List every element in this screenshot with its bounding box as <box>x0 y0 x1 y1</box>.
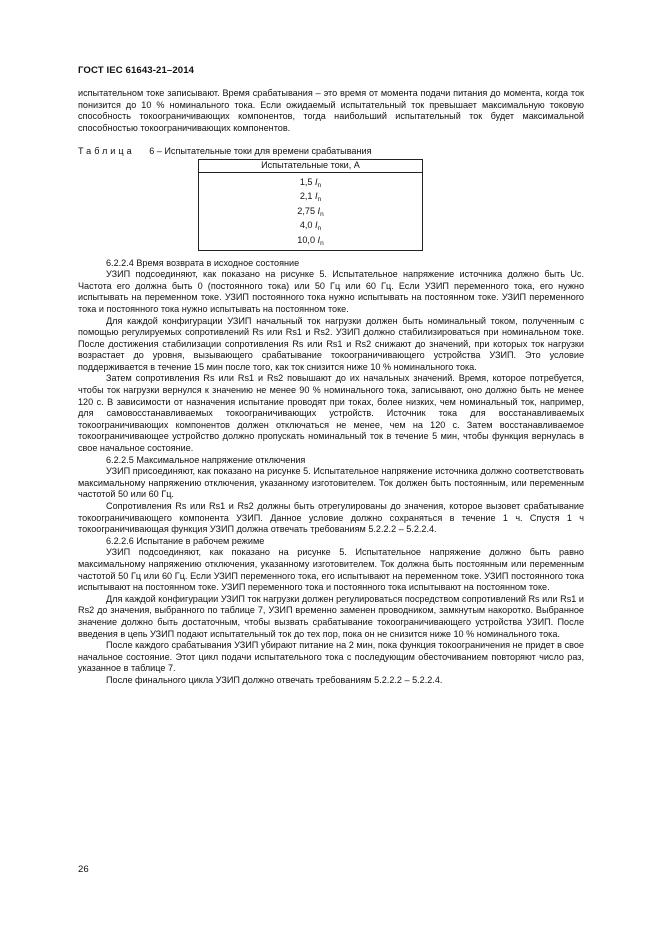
intro-paragraph: испытательном токе записывают. Время срабатывания – это время от момента подачи питания до момента, когда ток понизится до 10 % номинального тока. Если ожидаемый испытательный ток превышает максимальную токовую способность токоограничивающих компонентов, тогда наибольший испытательный ток будет максимальной способностью токоограничивающих компонентов. <box>78 88 584 133</box>
table-cell: 10,0 $I_n$ <box>199 235 423 250</box>
paragraph: После финального цикла УЗИП должно отвечать требованиям 5.2.2.2 – 5.2.2.4. <box>106 674 443 685</box>
table-header-cell: Испытательные токи, А <box>199 159 423 172</box>
table-6-caption <box>78 146 584 158</box>
document-header: ГОСТ IEC 61643-21–2014 <box>78 65 195 76</box>
paragraph: Затем сопротивления Rs или Rs1 и Rs2 повышают до их начальных значений. Время, которое потребуется, чтобы ток нагрузки вернулся к значению не менее 90 % номинального тока, записывают, оно должно быть не менее 120 с. В зависимости от назначения испытание проводят при токах, более низких, чем номинальный ток, например, для самовосстанавливаемых токоограничивающих устройств. Источник тока для восстанавливаемых токоограничивающих компонентов должен отключаться не менее, чем на 120 с. Затем восстанавливаемое токоограничивающее устройство должно пропускать номинальный ток в течение 5 мин, чтобы функция вернулась в свое начальное состояние. <box>78 373 584 454</box>
paragraph: Для каждой конфигурации УЗИП начальный ток нагрузки должен быть номинальный током, полученным с помощью регулируемых сопротивлений Rs или Rs1 и Rs2. УЗИП должно стабилизироваться при номинальном токе. После достижения стабилизации сопротивления Rs или Rs1 и Rs2 снижают до значений, при которых ток нагрузки возрастает до уровня, вызывающего срабатывание токоограничивающего устройства УЗИП. Это условие поддерживается в течение 15 мин после того, как ток снизится ниже 10 % номинального тока. <box>78 315 584 372</box>
table-row <box>199 172 423 191</box>
table-cell: 4,0 $I_n$ <box>199 220 423 235</box>
page-number: 26 <box>78 864 89 875</box>
page-content <box>78 88 584 687</box>
paragraph: УЗИП подсоединяют, как показано на рисунке 5. Испытательное напряжение источника должно быть Uс. Частота его должна быть 0 (постоянного тока) или 50 Гц или 60 Гц. Если УЗИП переменного тока, его нужно испытывать на переменном токе. УЗИП постоянного тока нужно испытывать на постоянном токе. УЗИП переменного тока и постоянного тока нужно испытывать на постоянном токе. <box>78 269 584 314</box>
table-caption-number: 6 <box>149 146 155 157</box>
paragraph: УЗИП подсоединяют, как показано на рисунке 5. Испытательное напряжение должно быть равно максимальному напряжению отключения, указанному изготовителем. Ток должна быть постоянным или переменным частотой 50 Гц или 60 Гц. Если УЗИП переменного тока, его испытывают на переменном токе. УЗИП постоянного тока испытывают на постоянном токе. УЗИП переменного тока и постоянного тока испытывают на постоянном токе. <box>78 547 584 593</box>
paragraph: После каждого срабатывания УЗИП убирают питание на 2 мин, пока функция токоограничения не придет в свое начальное состояние. Этот цикл подачи испытательного тока с последующим обесточиванием повторяют число раз, указанное в таблице 7. <box>78 640 584 674</box>
paragraph: Сопротивления Rs или Rs1 и Rs2 должны быть отрегулированы до значения, которое вызовет срабатывание токоограничивающего компонента УЗИП. Данное условие должно сохраняться в течение 1 ч. Спустя 1 ч токоограничивающая функция УЗИП должна отвечать требованиям 5.2.2.2 – 5.2.2.4. <box>78 501 584 535</box>
table-caption-word: Таблица <box>78 146 135 157</box>
paragraph: Для каждой конфигурации УЗИП ток нагрузки должен регулироваться посредством сопротивлений Rs или Rs1 и Rs2 до значения, выбранного по таблице 7, УЗИП временно заменен проводником, замкнутым накоротко. Выбранное значение должно быть достаточным, чтобы вызвать срабатывание токоограничивающего устройства УЗИП. После введения в цепь УЗИП подают испытательный ток до тех пор, пока он не снизится ниже 10 % номинального тока. <box>78 593 584 639</box>
table-row <box>199 191 423 206</box>
table-6 <box>198 159 423 251</box>
paragraph: УЗИП присоединяют, как показано на рисунке 5. Испытательное напряжение источника должно соответствовать максимальному напряжению отключения, указанному изготовителем. Ток должен быть постоянным, или переменным частотой 50 или 60 Гц. <box>78 466 584 500</box>
section-heading-6-2-2-5: 6.2.2.5 Максимальное напряжение отключения <box>106 454 306 465</box>
table-cell: 2,1 $I_n$ <box>199 191 423 206</box>
table-caption-title: – Испытательные токи для времени срабатывания <box>156 146 372 157</box>
table-cell: 1,5 $I_n$ <box>199 172 423 191</box>
table-row <box>199 220 423 235</box>
table-row <box>199 235 423 250</box>
section-heading-6-2-2-6: 6.2.2.6 Испытание в рабочем режиме <box>106 535 265 546</box>
section-heading-6-2-2-4: 6.2.2.4 Время возврата в исходное состояние <box>106 257 300 268</box>
table-cell: 2,75 $I_n$ <box>199 206 423 221</box>
table-row <box>199 206 423 221</box>
